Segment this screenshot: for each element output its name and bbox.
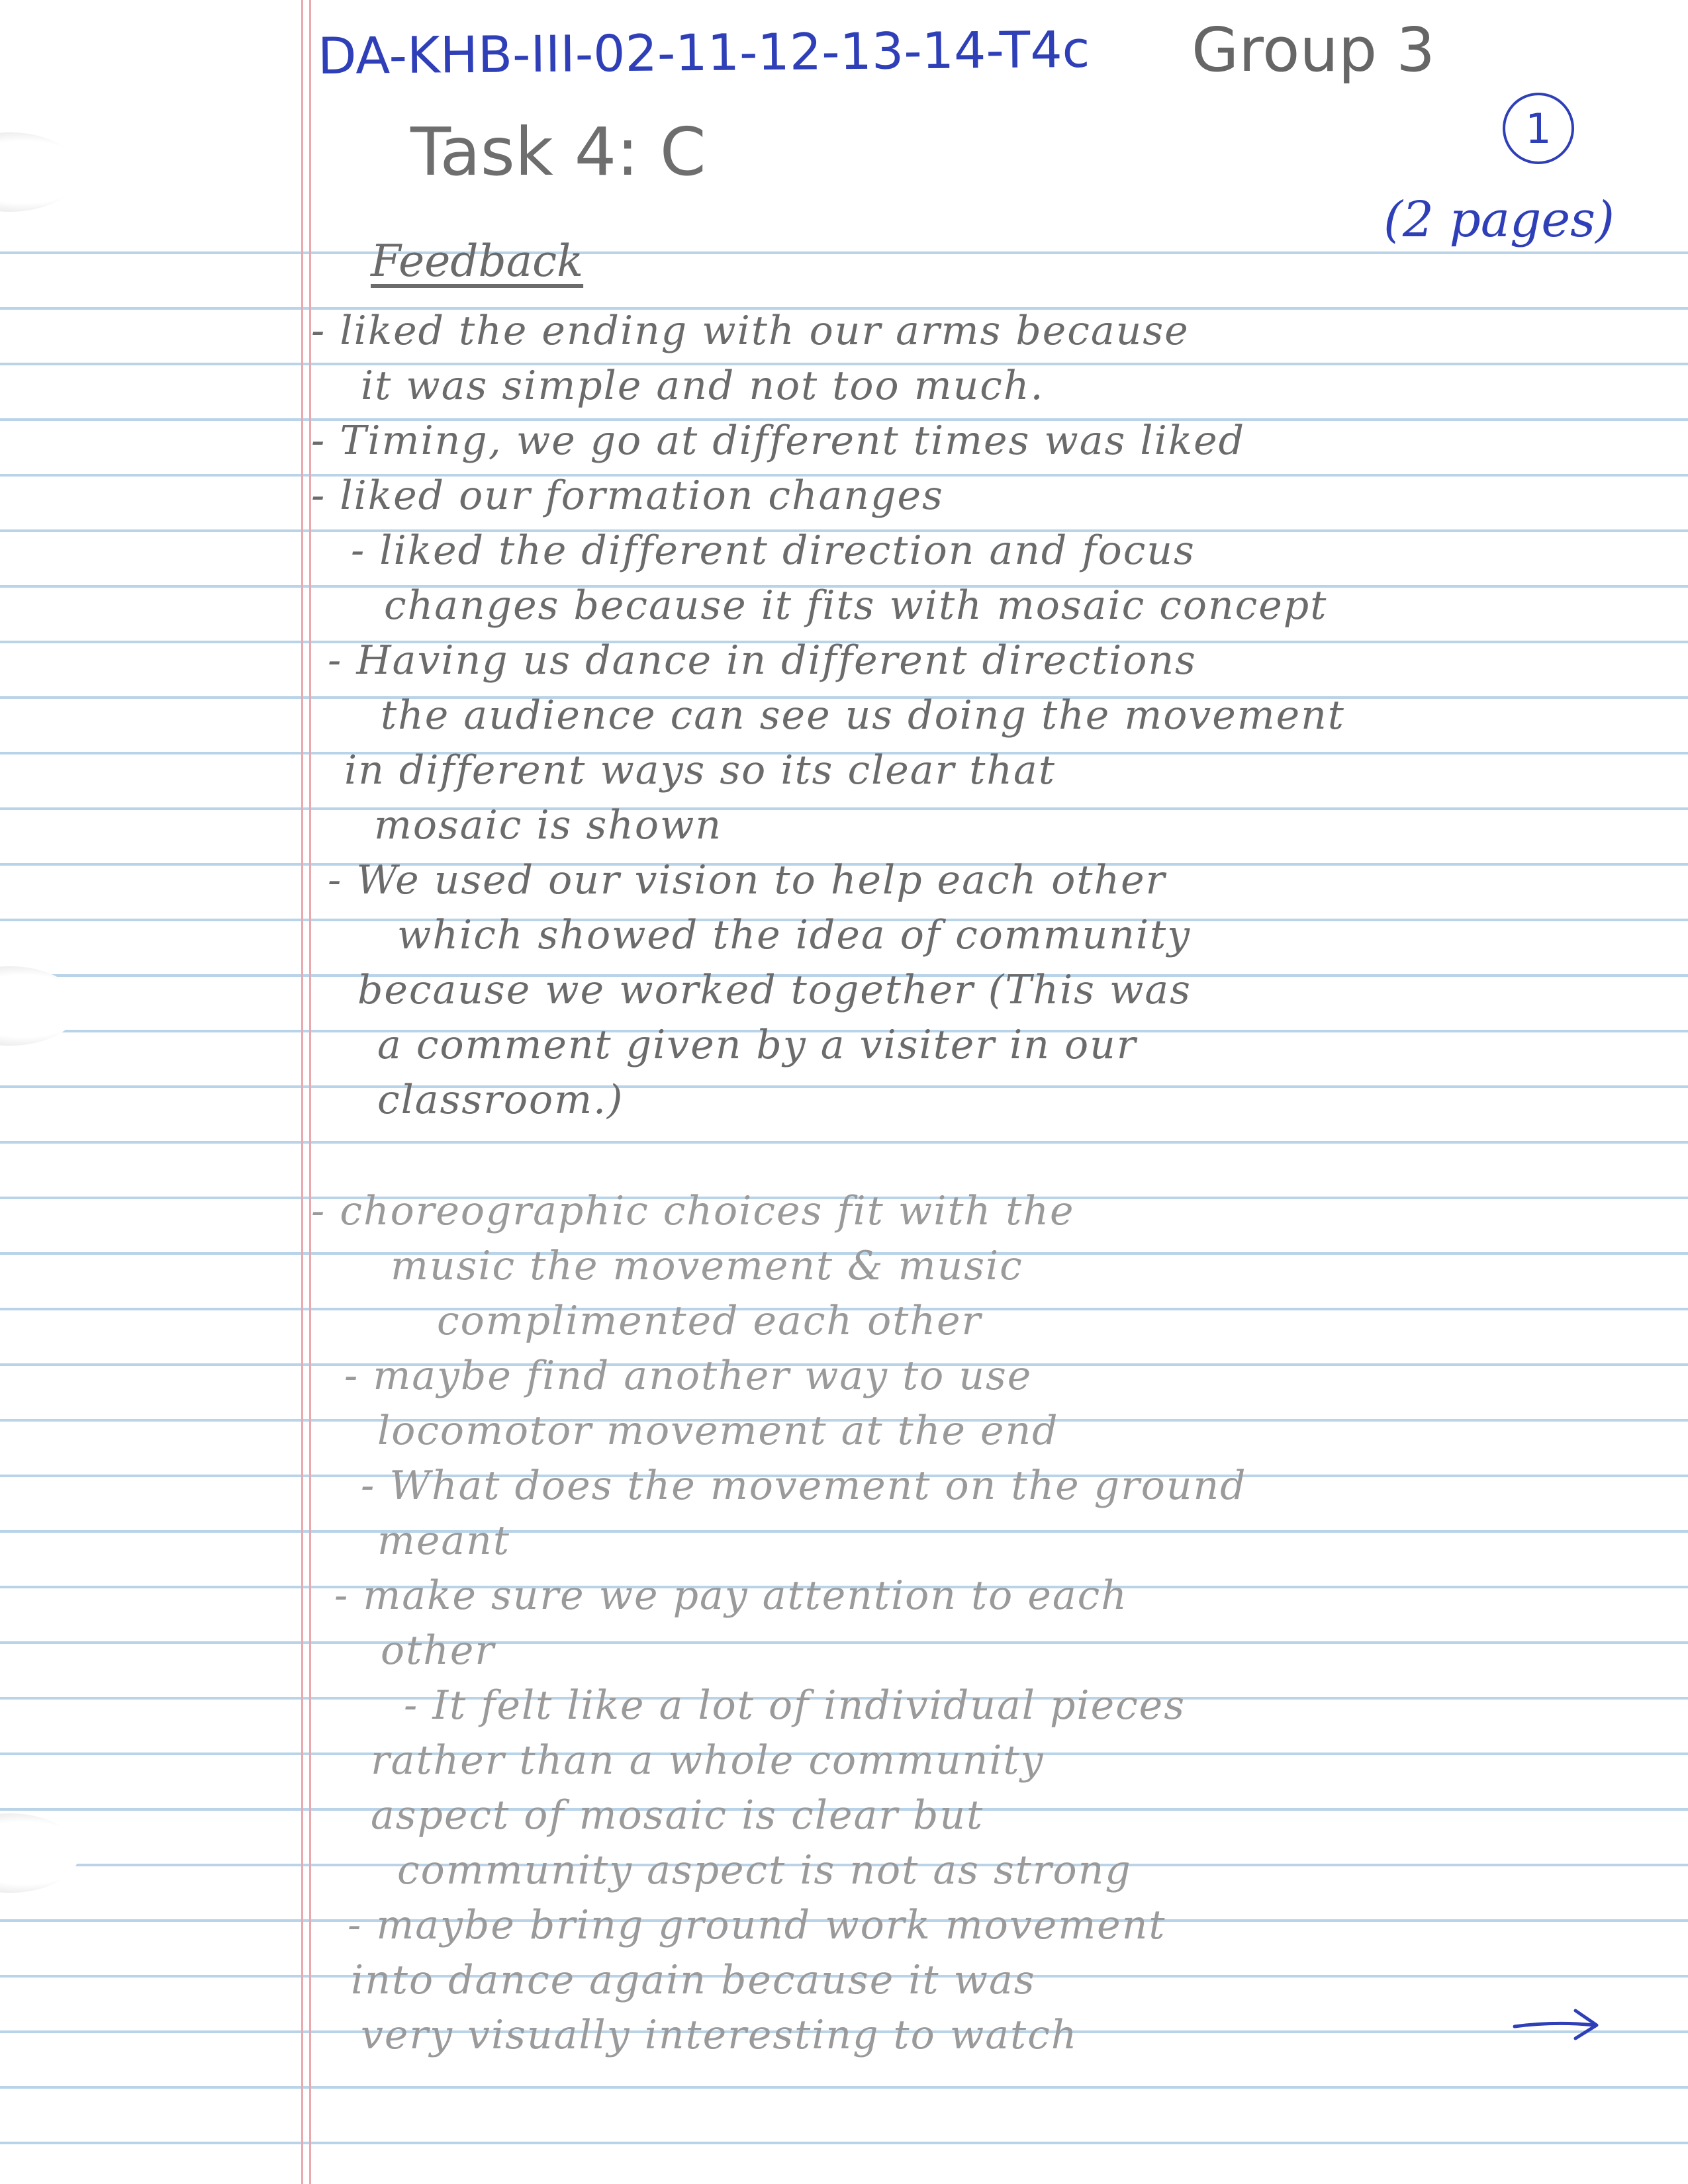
pencil-line: - It felt like a lot of individual pieces [404, 1682, 1186, 1729]
feedback-line: - liked the different direction and focus [351, 527, 1196, 574]
feedback-line: because we worked together (This was [357, 967, 1192, 1013]
pencil-line: other [381, 1627, 496, 1674]
feedback-line: mosaic is shown [374, 802, 723, 848]
pencil-line: aspect of mosaic is clear but [371, 1792, 984, 1839]
feedback-line: a comment given by a visiter in our [377, 1022, 1137, 1068]
pencil-line: complimented each other [437, 1298, 982, 1344]
document-code: DA-KHB-III-02-11-12-13-14-T4c [317, 19, 1090, 86]
pencil-line: - maybe find another way to use [344, 1353, 1033, 1399]
pencil-line: community aspect is not as strong [397, 1847, 1132, 1893]
pencil-line: very visually interesting to watch [361, 2012, 1078, 2058]
group-label: Group 3 [1192, 15, 1435, 85]
feedback-line: which showed the idea of community [397, 912, 1192, 958]
feedback-line: - liked our formation changes [311, 473, 944, 519]
pencil-line: locomotor movement at the end [377, 1408, 1059, 1454]
feedback-line: changes because it fits with mosaic concept [384, 582, 1328, 629]
feedback-line: - We used our vision to help each other [328, 857, 1166, 903]
pencil-line: - maybe bring ground work movement [348, 1902, 1166, 1948]
feedback-line: in different ways so its clear that [344, 747, 1056, 794]
arrow-right-icon [1509, 1999, 1609, 2052]
feedback-line: it was simple and not too much. [361, 363, 1045, 409]
pencil-line: - choreographic choices fit with the [311, 1188, 1075, 1234]
binder-hole-bottom [0, 1813, 79, 1893]
pencil-line: - What does the movement on the ground [361, 1463, 1247, 1509]
page-number: 1 [1525, 104, 1552, 153]
feedback-line: - Having us dance in different directions [328, 637, 1197, 684]
pencil-line: into dance again because it was [351, 1957, 1036, 2003]
pencil-line: - make sure we pay attention to each [334, 1572, 1128, 1619]
binder-hole-middle [0, 966, 79, 1046]
pencil-line: rather than a whole community [371, 1737, 1045, 1784]
pencil-line: meant [377, 1518, 510, 1564]
feedback-line: - liked the ending with our arms because [311, 308, 1190, 354]
left-margin-line [301, 0, 303, 2184]
task-title: Task 4: C [410, 113, 706, 191]
feedback-line: - Timing, we go at different times was liked [311, 418, 1246, 464]
pencil-line: music the movement & music [391, 1243, 1023, 1289]
feedback-line: the audience can see us doing the movement [381, 692, 1345, 739]
section-heading: Feedback [371, 236, 584, 287]
feedback-line: classroom.) [377, 1077, 624, 1123]
page-number-circle [1503, 93, 1574, 164]
page-count-note: (2 pages) [1383, 191, 1615, 248]
